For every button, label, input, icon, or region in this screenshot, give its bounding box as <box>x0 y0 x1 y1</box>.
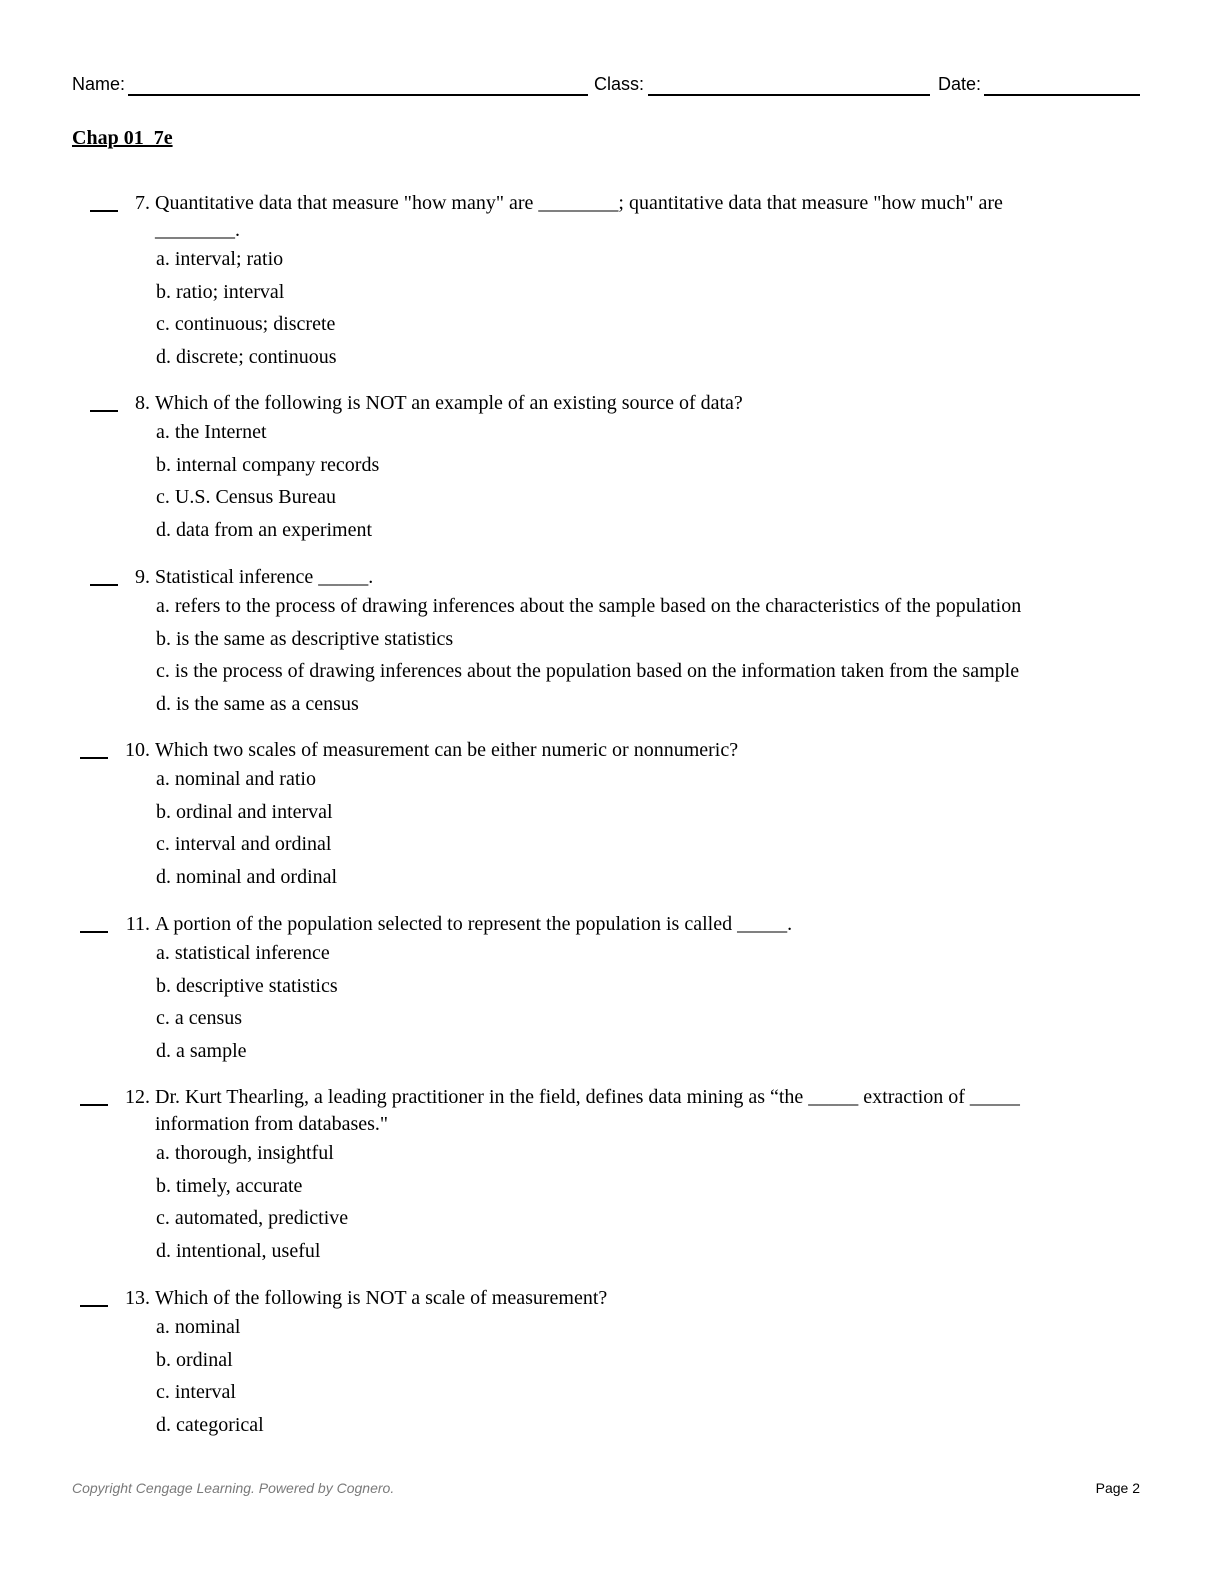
question-stem <box>155 564 1105 591</box>
option-d: d. intentional, useful <box>156 1240 321 1263</box>
question-stem-line-2: information from databases." <box>155 1113 389 1135</box>
name-label: Name: <box>72 74 126 94</box>
class-line <box>648 94 930 96</box>
class-label: Class: <box>594 74 645 94</box>
date-field[interactable] <box>938 72 981 98</box>
date-label: Date: <box>938 74 982 94</box>
option-c: c. continuous; discrete <box>156 313 336 336</box>
question-stem <box>155 1084 1105 1138</box>
option-c: c. interval <box>156 1381 236 1404</box>
option-list <box>156 246 1156 377</box>
question-stem <box>155 911 1105 938</box>
option-list <box>156 940 1156 1071</box>
option-a: a. interval; ratio <box>156 248 284 270</box>
option-b: b. is the same as descriptive statistics <box>156 627 454 650</box>
option-b: b. descriptive statistics <box>156 974 338 997</box>
option-c: c. interval and ordinal <box>156 833 332 856</box>
question-stem-line: A portion of the population selected to represent the population is called _____. <box>155 913 793 935</box>
question-number: 12. <box>125 1086 150 1108</box>
question-number: 8. <box>135 392 150 414</box>
option-c: c. is the process of drawing inferences about the population based on the information taken from the sample <box>156 660 1020 683</box>
option-a: a. nominal <box>156 1316 241 1338</box>
question-number: 10. <box>125 739 150 761</box>
question-stem-line: Which of the following is NOT a scale of measurement? <box>155 1287 608 1309</box>
question-stem <box>155 390 1105 417</box>
option-c: c. automated, predictive <box>156 1207 349 1230</box>
option-c: c. a census <box>156 1007 243 1030</box>
option-b: b. ordinal and interval <box>156 800 333 823</box>
question-stem-line: Quantitative data that measure "how many" are ________; quantitative data that measure "how much" are <box>155 192 1003 214</box>
option-list <box>156 419 1156 550</box>
option-list <box>156 1314 1156 1445</box>
name-line <box>128 94 588 96</box>
option-d: d. is the same as a census <box>156 693 359 716</box>
option-d: d. discrete; continuous <box>156 346 337 369</box>
option-a: a. statistical inference <box>156 942 330 964</box>
option-b: b. timely, accurate <box>156 1174 303 1197</box>
option-d: d. data from an experiment <box>156 519 373 542</box>
question-stem-line-2: ________. <box>155 219 240 241</box>
page-number: Page 2 <box>1095 1480 1140 1496</box>
copyright-notice: Copyright Cengage Learning. Powered by Cognero. <box>72 1480 395 1496</box>
question-number: 7. <box>135 192 150 214</box>
question-stem-line: Dr. Kurt Thearling, a leading practitioner in the field, defines data mining as “the _____ extraction of _____ <box>155 1086 1020 1108</box>
option-a: a. refers to the process of drawing inferences about the sample based on the characteristics of the population <box>156 595 1022 617</box>
option-a: a. the Internet <box>156 421 267 443</box>
question-stem <box>155 737 1105 764</box>
option-d: d. nominal and ordinal <box>156 866 338 889</box>
option-d: d. a sample <box>156 1040 247 1063</box>
question-stem-line: Which two scales of measurement can be either numeric or nonnumeric? <box>155 739 739 761</box>
question-number: 9. <box>135 566 150 588</box>
option-list <box>156 1140 1156 1271</box>
option-c: c. U.S. Census Bureau <box>156 486 336 509</box>
question-number: 13. <box>125 1287 150 1309</box>
question-stem <box>155 190 1105 244</box>
option-b: b. internal company records <box>156 453 380 476</box>
class-field[interactable] <box>594 72 644 98</box>
chapter-title: Chap 01_7e <box>72 127 173 149</box>
date-line <box>984 94 1140 96</box>
option-a: a. thorough, insightful <box>156 1142 334 1164</box>
option-d: d. categorical <box>156 1414 264 1437</box>
option-a: a. nominal and ratio <box>156 768 316 790</box>
question-stem-line: Statistical inference _____. <box>155 566 374 588</box>
option-b: b. ordinal <box>156 1348 233 1371</box>
option-list <box>156 593 1156 724</box>
option-b: b. ratio; interval <box>156 280 285 303</box>
option-list <box>156 766 1156 897</box>
question-stem-line: Which of the following is NOT an example of an existing source of data? <box>155 392 743 414</box>
name-field[interactable] <box>72 72 125 98</box>
question-number: 11. <box>125 913 150 935</box>
question-stem <box>155 1285 1105 1312</box>
